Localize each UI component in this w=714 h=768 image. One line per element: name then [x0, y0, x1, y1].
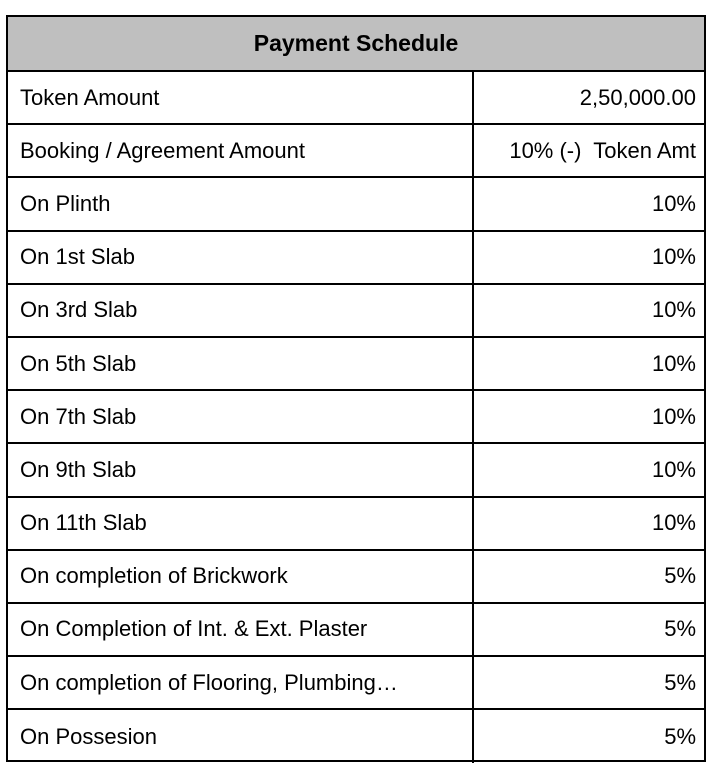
row-label: On 9th Slab — [8, 444, 474, 495]
row-value: 10% — [651, 244, 696, 270]
table-row — [8, 444, 704, 497]
row-value: 10% — [651, 456, 696, 482]
row-value: 10% — [651, 350, 696, 376]
table-row — [8, 178, 704, 231]
table-row — [8, 391, 704, 444]
row-value: 10% — [651, 403, 696, 429]
row-label: On completion of Brickwork — [8, 551, 474, 602]
table-row — [8, 338, 704, 391]
table-row — [8, 551, 704, 604]
table-row — [8, 285, 704, 338]
row-value: 2,50,000.00 — [579, 84, 696, 110]
row-label: On 7th Slab — [8, 391, 474, 442]
row-label: Booking / Agreement Amount — [8, 125, 474, 176]
row-value: 5% — [664, 669, 696, 695]
row-label: On Completion of Int. & Ext. Plaster — [8, 604, 474, 655]
row-label: Token Amount — [8, 72, 474, 123]
row-label: On 5th Slab — [8, 338, 474, 389]
table-row — [8, 710, 704, 763]
row-value: 10% (-) Token Amt — [509, 137, 696, 163]
table-row — [8, 657, 704, 710]
payment-schedule-table — [6, 15, 706, 762]
row-label: On 1st Slab — [8, 232, 474, 283]
row-label: On Plinth — [8, 178, 474, 229]
table-row — [8, 498, 704, 551]
table-row — [8, 125, 704, 178]
row-label: On completion of Flooring, Plumbing… — [8, 657, 474, 708]
row-value: 10% — [651, 297, 696, 323]
row-label: On Possesion — [8, 710, 474, 763]
row-value: 10% — [651, 510, 696, 536]
row-label: On 3rd Slab — [8, 285, 474, 336]
table-title: Payment Schedule — [8, 17, 704, 72]
table-row — [8, 604, 704, 657]
row-value: 5% — [664, 723, 696, 749]
row-value: 5% — [664, 616, 696, 642]
row-value: 5% — [664, 563, 696, 589]
table-row — [8, 232, 704, 285]
row-label: On 11th Slab — [8, 498, 474, 549]
row-value: 10% — [651, 190, 696, 216]
table-row — [8, 72, 704, 125]
